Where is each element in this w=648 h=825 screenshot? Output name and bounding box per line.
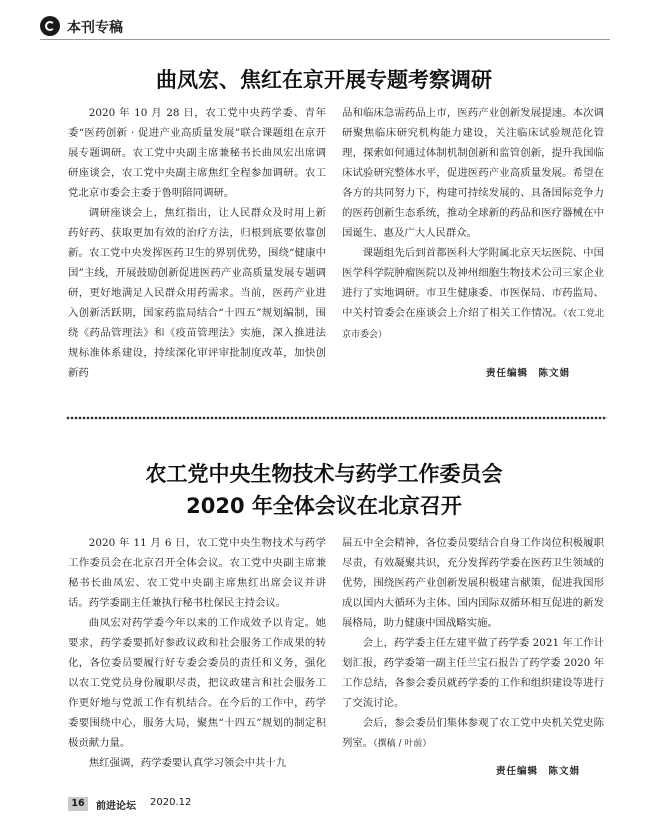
article1-editor-credit: 责任编辑 陈文娟 [486, 368, 571, 379]
article1-paragraph-1: 2020 年 10 月 28 日，农工党中央药学委、青年委“医药创新 · 促进产业高质量发展”联合课题组在京开展专题调研。农工党中央副主席兼秘书长曲凤宏出席调研座谈会，农工党中央副主席焦红全程参加调研。农工党北京市委会主委于鲁明陪同调研。 [68, 107, 326, 199]
article2-paragraph-2: 曲凤宏对药学委今年以来的工作成效予以肯定。她要求，药学委要抓好参政议政和社会服务工作成果的转化，各位委员要履行好专委会委员的责任和义务，强化以农工党党员身份履职尽责，把议政建言和社会服务工作更好地与党派工作有机结合。在今后的工作中，药学委要围绕中心，服务大局，聚焦“十四五”规划的制定积极贡献力量。 [68, 617, 326, 749]
article2-paragraph-3: 焦红强调，药学委要认真学习领会中共十九 [88, 757, 287, 769]
section-header [40, 15, 610, 37]
article1-title: 曲凤宏、焦红在京开展专题考察调研 [156, 68, 492, 92]
article1-paragraph-continuation: 品和临床急需药品上市，医药产业创新发展提速。本次调研聚焦临床研究机构能力建设，关注临床试验规范化管理，探索如何通过体制机制创新和监管创新，提升我国临床试验研究整体水平，促进医药产业高质量发展。希望在各方的共同努力下，构建可持续发展的、具备国际竞争力的医药创新生态系统，推动全球新的药品和医疗器械在中国诞生、惠及广大人民群众。 [342, 107, 604, 239]
article2-paragraph-continuation: 届五中全会精神，各位委员要结合自身工作岗位积极履职尽责，有效凝聚共识，充分发挥药学委在医药卫生领域的优势，围绕医药产业创新发展积极建言献策，促进我国形成以国内大循环为主体、国内国际双循环相互促进的新发展格局，助力健康中国战略实施。 [342, 537, 604, 629]
article-divider [66, 416, 607, 420]
article1-left-column [68, 103, 326, 383]
section-label: 本刊专稿 [67, 20, 123, 36]
article2-right-column [342, 533, 604, 754]
header-rule [40, 39, 610, 40]
article2-paragraph-1: 2020 年 11 月 6 日，农工党中央生物技术与药学工作委员会在北京召开全体会议。农工党中央副主席兼秘书长曲凤宏、农工党中央副主席焦红出席会议并讲话。药学委副主任兼执行秘书杜保民主持会议。 [68, 537, 326, 609]
article1-source-note: （农工党北京市委会） [342, 309, 604, 340]
article2-title-line1: 农工党中央生物技术与药学工作委员会 [145, 462, 503, 486]
issue-date: 2020.12 [150, 797, 192, 808]
article2-title-line2: 2020 年全体会议在北京召开 [186, 494, 462, 518]
article2-source-note: （撰稿 / 叶前） [373, 739, 432, 749]
article2-paragraph-4: 会上，药学委主任左建平做了药学委 2021 年工作计划汇报，药学委第一副主任兰宝石报告了药学委 2020 年工作总结，各参会委员就药学委的工作和组织建设等进行了交流讨论。 [342, 637, 604, 709]
page-number: 16 [68, 797, 88, 811]
magazine-name: 前进论坛 [96, 801, 136, 812]
article2-paragraph-5-text: 会后，参会委员们集体参观了农工党中央机关党史陈列室。 [342, 717, 604, 749]
article1-paragraph-3-text: 课题组先后到首都医科大学附属北京天坛医院、中国医学科学院肿瘤医院以及神州细胞生物技术公司三家企业进行了实地调研。市卫生健康委、市医保局、市药监局、中关村管委会在座谈会上介绍了相关工作情况。 [342, 247, 604, 319]
article1-paragraph-2: 调研座谈会上，焦红指出，让人民群众及时用上新药好药、获取更加有效的治疗方法，归根到底要依靠创新。农工党中央发挥医药卫生的界别优势，围绕“健康中国”主线，开展鼓励创新促进医药产业高质量发展专题调研，更好地满足人民群众用药需求。当前，医药产业进入创新活跃期，国家药监局结合“十四五”规划编制，围绕《药品管理法》和《疫苗管理法》实施，深入推进法规标准体系建设，持续深化审评审批制度改革，加快创新药 [68, 207, 326, 379]
article1-right-column [342, 103, 604, 345]
magazine-logo-icon [40, 16, 60, 36]
article2-editor-credit: 责任编辑 陈文娟 [496, 766, 581, 777]
page-footer [0, 794, 648, 814]
article2-paragraph-5 [342, 713, 604, 754]
article2-left-column [68, 533, 326, 773]
article1-paragraph-3 [342, 243, 604, 345]
